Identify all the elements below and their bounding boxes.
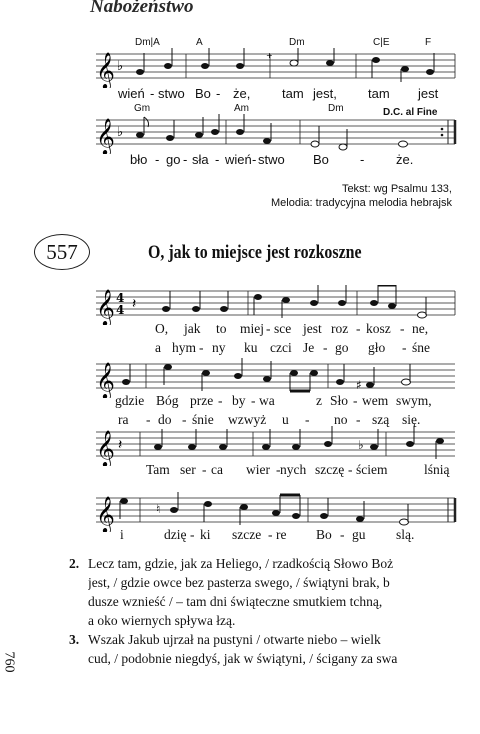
lyric-syllable: i [120,527,124,542]
lyric-syllable: gu [352,527,366,542]
lyric-syllable: Bóg [156,393,179,408]
lyric-syllable: jak [184,321,201,336]
lyric-syllable: prze [190,393,214,408]
lyric-syllable: a [155,340,161,355]
lyric-syllable: wień [225,152,252,167]
lyric-hyphen: - [400,321,405,336]
lyric-syllable: że, [233,86,251,101]
lyric-hyphen: - [155,152,160,167]
lyric-syllable: wem [362,393,389,408]
svg-text:♯: ♯ [356,378,362,392]
lyric-syllable: bło [130,152,148,167]
svg-text:𝄞: 𝄞 [96,288,115,325]
svg-text:+: + [266,51,273,60]
lyric-syllable: ściem [356,462,388,477]
lyric-syllable: się. [402,412,421,427]
lyric-syllable: sce [274,321,292,336]
verse-number: 3. [69,632,80,647]
chord: Dm [289,37,305,48]
lyric-syllable: nych [280,462,307,477]
chord: Gm [134,103,151,114]
lyric-syllable: by [232,393,246,408]
verse-line: jest, / gdzie owce bez pasterza swego, / świątyni brak, b [88,575,390,590]
lyric-hyphen: - [182,412,187,427]
lyric-syllable: to [216,321,227,336]
credit-text: Tekst: wg Psalmu 133, [341,183,452,195]
lyric-syllable: gło [368,340,386,355]
chord: C|E [373,37,390,48]
lyric-hyphen: - [251,393,256,408]
lyric-syllable: szczę [315,462,345,477]
verse-line: cud, / podobnie niegdyś, jak w świątyni, / ścigany za swa [88,651,398,666]
page-number: 760 [1,651,17,673]
section-header: Nabożeństwo [90,0,194,17]
svg-text:𝄞: 𝄞 [96,117,115,154]
lyric-hyphen: - [266,321,271,336]
lyric-syllable: ku [244,340,258,355]
music-staff [0,48,480,88]
lyric-syllable: szą [372,412,390,427]
lyric-syllable: jest [303,321,322,336]
lyric-hyphen: - [356,321,361,336]
lyric-syllable: miej [240,321,264,336]
svg-text:4: 4 [116,291,125,305]
lyric-syllable: wa [259,393,275,408]
lyric-hyphen: - [202,462,207,477]
lyric-syllable: czci [270,340,292,355]
lyric-hyphen: - [353,393,358,408]
lyric-hyphen: - [356,412,361,427]
chord: Dm|A [135,37,160,48]
lyric-syllable: no [334,412,348,427]
lyric-syllable: ser [180,462,196,477]
lyric-hyphen: - [402,340,407,355]
lyric-syllable: do [158,412,172,427]
lyric-syllable: Je [303,340,315,355]
lyric-syllable: jest [418,86,439,101]
chord: F [425,37,432,48]
da-capo-marker: D.C. al Fine [383,107,438,118]
svg-text:♭: ♭ [117,59,124,74]
lyric-syllable: go [166,152,181,167]
lyric-syllable: hym [172,340,197,355]
music-staff [0,426,480,466]
lyric-syllable: szcze [232,527,262,542]
lyric-hyphen: - [252,152,257,167]
song-number: 557 [34,234,90,270]
lyric-hyphen: - [360,152,365,167]
lyric-syllable: stwo [258,152,285,167]
verse-line: a oko wiernych spływa łzą. [88,613,236,628]
chord: Dm [328,103,344,114]
lyric-hyphen: - [305,412,310,427]
lyric-syllable: wień [118,86,145,101]
verse-number: 2. [69,556,80,571]
svg-text:♮: ♮ [156,502,161,516]
lyric-syllable: lśnią [424,462,450,477]
lyric-hyphen: - [183,152,188,167]
svg-text:𝄞: 𝄞 [96,51,115,88]
lyric-hyphen: - [348,462,353,477]
lyric-syllable: ne, [412,321,429,336]
lyric-hyphen: - [215,152,220,167]
lyric-syllable: wzwyż [228,412,267,427]
lyric-hyphen: - [216,86,221,101]
svg-text:𝄞: 𝄞 [96,361,115,398]
credit-melody: Melodia: tradycyjna melodia hebrajsk [271,197,452,209]
lyric-syllable: swym, [396,393,432,408]
song-title: O, jak to miejsce jest rozkoszne [148,243,362,263]
lyric-syllable: slą. [396,527,415,542]
chord: A [196,37,203,48]
lyric-hyphen: - [150,86,155,101]
lyric-syllable: śne [412,340,430,355]
verse-line: dusze wznieść / – tam dni świąteczne smutkiem tchną, [88,594,383,609]
lyric-hyphen: - [276,462,281,477]
lyric-syllable: ra [118,412,129,427]
lyric-syllable: ny [212,340,226,355]
lyric-syllable: Tam [146,462,170,477]
lyric-syllable: go [335,340,349,355]
lyric-syllable: ki [200,527,211,542]
lyric-syllable: ca [211,462,223,477]
svg-text:4: 4 [116,303,125,317]
lyric-syllable: jest, [313,86,337,101]
lyric-hyphen: - [199,340,204,355]
lyric-syllable: z [316,393,322,408]
lyric-syllable: tam [368,86,390,101]
lyric-syllable: stwo [158,86,185,101]
lyric-hyphen: - [340,527,345,542]
music-staff [0,285,480,325]
lyric-syllable: śnie [192,412,214,427]
svg-text:♭: ♭ [117,125,124,140]
lyric-hyphen: - [190,527,195,542]
lyric-syllable: dzię [164,527,187,542]
verse-line: Wszak Jakub ujrzał na pustyni / otwarte niebo – wielk [88,632,381,647]
lyric-syllable: Bo [195,86,211,101]
lyric-syllable: sła [192,152,209,167]
svg-text:♭: ♭ [358,438,364,452]
chord: Am [234,103,249,114]
music-staff [0,114,480,154]
lyric-hyphen: - [323,340,328,355]
lyric-hyphen: - [146,412,151,427]
lyric-syllable: Bo [313,152,329,167]
lyric-syllable: gdzie [115,393,145,408]
lyric-syllable: re [276,527,287,542]
lyric-syllable: O, [155,321,169,336]
music-staff [0,358,480,398]
lyric-syllable: tam [282,86,304,101]
lyric-syllable: Sło [330,393,349,408]
svg-text:𝄽: 𝄽 [132,296,137,312]
lyric-hyphen: - [268,527,273,542]
lyric-syllable: że. [396,152,414,167]
music-staff [0,492,480,532]
verse-line: Lecz tam, gdzie, jak za Heliego, / rzadkością Słowo Boż [88,556,394,571]
svg-text:𝄞: 𝄞 [96,495,115,532]
lyric-syllable: kosz [366,321,391,336]
lyric-hyphen: - [218,393,223,408]
lyric-syllable: wier [246,462,270,477]
lyric-syllable: Bo [316,527,332,542]
lyric-syllable: u [282,412,289,427]
lyric-syllable: roz [331,321,349,336]
svg-text:𝄽: 𝄽 [118,437,123,453]
svg-text:𝄞: 𝄞 [96,429,115,466]
